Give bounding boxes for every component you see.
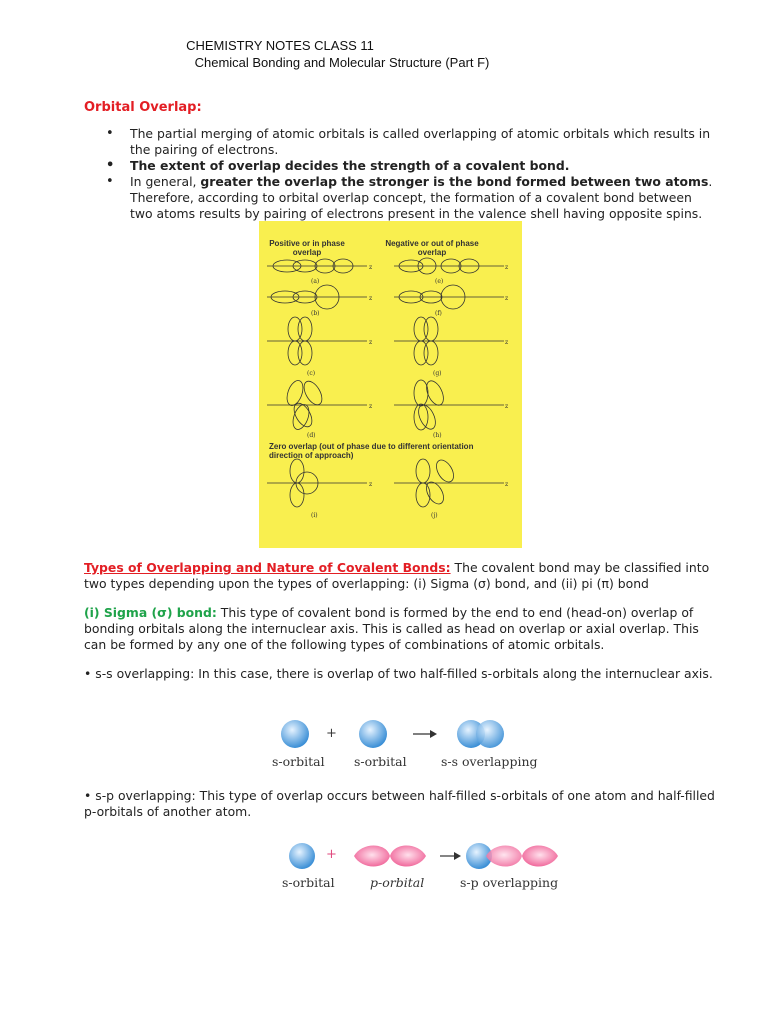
axis-label: z (369, 339, 373, 346)
plus-sign: + (326, 726, 337, 741)
p-orbital-lobe (354, 846, 390, 867)
axis-label: z (369, 481, 373, 488)
axis-label: z (369, 403, 373, 410)
axis-label: z (505, 403, 509, 410)
bullet-item (84, 158, 714, 174)
sub-label-g: (g) (433, 370, 442, 377)
label-zero-overlap: Zero overlap (out of phase due to different orientation direction of approach) (269, 442, 474, 460)
types-text: The covalent bond may be classified into two types depending upon the types of overlapping: (i) Sigma (σ) bond, and (ii) pi (π) bond (84, 560, 710, 591)
document-header-line2: Chemical Bonding and Molecular Structure (Part F) (194, 55, 490, 70)
sigma-text: This type of covalent bond is formed by the end to end (head-on) overlap of bonding orbitals along the internuclear axis. This is called as head on overlap or axial overlap. This can be formed by any one of the following types of combinations of atomic orbitals. (84, 605, 699, 652)
bullet-text-pre: In general, (130, 174, 201, 189)
ss-caption-3: s-s overlapping (441, 754, 538, 769)
orbital-overlap-figure (259, 221, 522, 548)
sigma-paragraph (84, 605, 724, 653)
axis-label: z (505, 264, 509, 271)
bullet-item (84, 174, 714, 222)
sub-label-e: (e) (435, 278, 444, 285)
axis-label: z (505, 339, 509, 346)
bullet-text: The extent of overlap decides the strength of a covalent bond. (130, 158, 570, 173)
p-orbital-lobe (486, 846, 522, 867)
s-orbital-sphere (281, 720, 309, 748)
sub-label-i: (i) (311, 512, 318, 519)
sub-label-f: (f) (435, 310, 442, 317)
sub-label-a: (a) (311, 278, 320, 285)
axis-label: z (505, 295, 509, 302)
bullet-text-bold: greater the overlap the stronger is the bond formed between two atoms (200, 174, 709, 189)
types-paragraph (84, 560, 724, 592)
bullet-item (84, 126, 714, 158)
bullet-text: The partial merging of atomic orbitals is called overlapping of atomic orbitals which results in the pairing of electrons. (130, 126, 711, 157)
overlap-diagram (259, 221, 522, 548)
s-orbital-sphere (359, 720, 387, 748)
ss-caption-2: s-orbital (354, 754, 407, 769)
plus-sign: + (326, 847, 337, 862)
sub-label-h: (h) (433, 432, 442, 439)
label-positive-overlap: Positive or in phase overlap (269, 239, 345, 257)
p-orbital-lobe (390, 846, 426, 867)
sub-label-b: (b) (311, 310, 320, 317)
sub-label-j: (j) (431, 512, 438, 519)
sp-caption-3: s-p overlapping (460, 875, 559, 890)
label-negative-overlap: Negative or out of phase overlap (385, 239, 479, 257)
ss-paragraph: • s-s overlapping: In this case, there is overlap of two half-filled s-orbitals along the internuclear axis. (84, 666, 713, 681)
orbital-overlap-bullets (84, 126, 714, 222)
axis-label: z (505, 481, 509, 488)
section-title-types: Types of Overlapping and Nature of Covalent Bonds: (84, 560, 451, 575)
axis-label: z (369, 295, 373, 302)
section-title-orbital-overlap: Orbital Overlap: (84, 100, 202, 115)
sp-overlap-figure (282, 838, 582, 893)
sub-label-c: (c) (307, 370, 316, 377)
sub-label-d: (d) (307, 432, 316, 439)
sp-caption-2: p-orbital (370, 875, 425, 890)
s-orbital-sphere (289, 843, 315, 869)
ss-overlap-figure (270, 712, 550, 772)
p-orbital-lobe (522, 846, 558, 867)
sp-paragraph: • s-p overlapping: This type of overlap occurs between half-filled s-orbitals of one atom and half-filled p-orbitals of another atom. (84, 788, 715, 819)
document-header-line1: CHEMISTRY NOTES CLASS 11 (186, 38, 374, 53)
s-orbital-sphere (476, 720, 504, 748)
ss-caption-1: s-orbital (272, 754, 325, 769)
axis-label: z (369, 264, 373, 271)
sp-caption-1: s-orbital (282, 875, 335, 890)
bullet-text-post: . Therefore, according to orbital overlap concept, the formation of a covalent bond between two atoms results by pairing of electrons present in the valence shell having opposite spins. (130, 174, 713, 221)
sigma-title: (i) Sigma (σ) bond: (84, 605, 217, 620)
